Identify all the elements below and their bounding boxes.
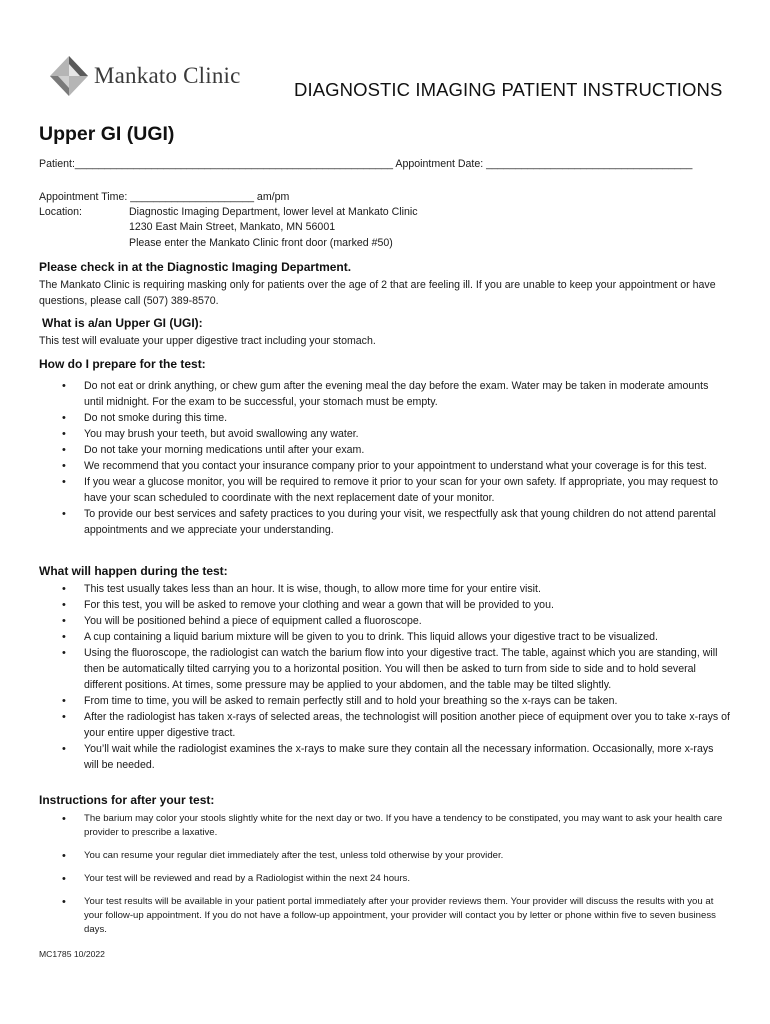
prepare-list xyxy=(62,378,730,538)
list-item: • You may brush your teeth, but avoid swallowing any water. xyxy=(62,426,730,442)
clinic-logo xyxy=(50,56,241,96)
list-item: • You can resume your regular diet immediately after the test, unless told otherwise by your provider. xyxy=(62,849,730,863)
list-item: • Do not eat or drink anything, or chew gum after the evening meal the day before the exam. Water may be taken in moderate amounts until midnight. For the exam to be successful, your stomach must be empty. xyxy=(62,378,730,410)
list-item: • Using the fluoroscope, the radiologist can watch the barium flow into your digestive tract. The table, against which you are standing, will then be automatically tilted carrying you to a horizontal position. You will then be asked to turn from side to side and to hold several different positions. At times, some pressure may be applied to your abdomen, and the table may be tilted slightly. xyxy=(62,645,730,693)
list-item: • After the radiologist has taken x-rays of selected areas, the technologist will position another piece of equipment over you to take x-rays of your entire upper digestive tract. xyxy=(62,709,730,741)
list-item: • You will be positioned behind a piece of equipment called a fluoroscope. xyxy=(62,613,730,629)
checkin-heading: Please check in at the Diagnostic Imaging Department. xyxy=(39,260,352,274)
list-item: • Do not take your morning medications until after your exam. xyxy=(62,442,730,458)
list-item: • This test usually takes less than an hour. It is wise, though, to allow more time for your entire visit. xyxy=(62,581,730,597)
appointment-time-line: Appointment Time: _____________________ am/pm xyxy=(39,191,290,203)
list-item: • Do not smoke during this time. xyxy=(62,410,730,426)
exam-title: Upper GI (UGI) xyxy=(39,123,175,145)
prepare-heading: How do I prepare for the test: xyxy=(39,357,206,371)
list-item: • If you wear a glucose monitor, you will be required to remove it prior to your scan for your own safety. If appropriate, you may request to have your scan scheduled to coordinate with the next replacement date of your monitor. xyxy=(62,474,730,506)
location-line-2: 1230 East Main Street, Mankato, MN 56001 xyxy=(129,221,336,233)
what-is-text: This test will evaluate your upper digestive tract including your stomach. xyxy=(39,335,376,347)
location-line-1: Diagnostic Imaging Department, lower level at Mankato Clinic xyxy=(129,206,418,218)
checkin-text: The Mankato Clinic is requiring masking only for patients over the age of 2 that are feeling ill. If you are unable to keep your appointment or have questions, please call (507) 389-8570. xyxy=(39,279,716,307)
list-item: • To provide our best services and safety practices to you during your visit, we respectfully ask that young children do not attend parental appointments and we appreciate your understanding. xyxy=(62,506,730,538)
during-heading: What will happen during the test: xyxy=(39,564,228,578)
list-item: • From time to time, you will be asked to remain perfectly still and to hold your breathing so the x-rays can be taken. xyxy=(62,693,730,709)
location-line-3: Please enter the Mankato Clinic front door (marked #50) xyxy=(129,237,393,249)
clinic-logo-icon xyxy=(50,56,88,96)
list-item: • Your test will be reviewed and read by a Radiologist within the next 24 hours. xyxy=(62,872,730,886)
location-label: Location: xyxy=(39,206,82,218)
list-item: • A cup containing a liquid barium mixture will be given to you to drink. This liquid allows your digestive tract to be visualized. xyxy=(62,629,730,645)
what-is-heading: What is a/an Upper GI (UGI): xyxy=(42,316,203,330)
form-code: MC1785 10/2022 xyxy=(39,949,105,959)
list-item: • Your test results will be available in your patient portal immediately after your provider reviews them. Your provider will discuss the results with you at your follow-up appointment. If you do not have a follow-up appointment, your provider will contact you by letter or phone within five to seven business days. xyxy=(62,895,730,937)
patient-line: Patient:______________________________________________________ Appointment Date: ___________________________________ xyxy=(39,158,693,170)
list-item: • The barium may color your stools slightly white for the next day or two. If you have a tendency to be constipated, you may want to ask your health care provider to prescribe a laxative. xyxy=(62,812,730,840)
during-list xyxy=(62,581,730,773)
after-heading: Instructions for after your test: xyxy=(39,793,215,807)
list-item: • You’ll wait while the radiologist examines the x-rays to make sure they contain all the necessary information. Occasionally, more x-rays will be needed. xyxy=(62,741,730,773)
clinic-logo-text: Mankato Clinic xyxy=(94,63,241,88)
list-item: • For this test, you will be asked to remove your clothing and wear a gown that will be provided to you. xyxy=(62,597,730,613)
list-item: • We recommend that you contact your insurance company prior to your appointment to understand what your coverage is for this test. xyxy=(62,458,730,474)
after-list xyxy=(62,812,730,946)
document-title: DIAGNOSTIC IMAGING PATIENT INSTRUCTIONS xyxy=(294,79,723,100)
